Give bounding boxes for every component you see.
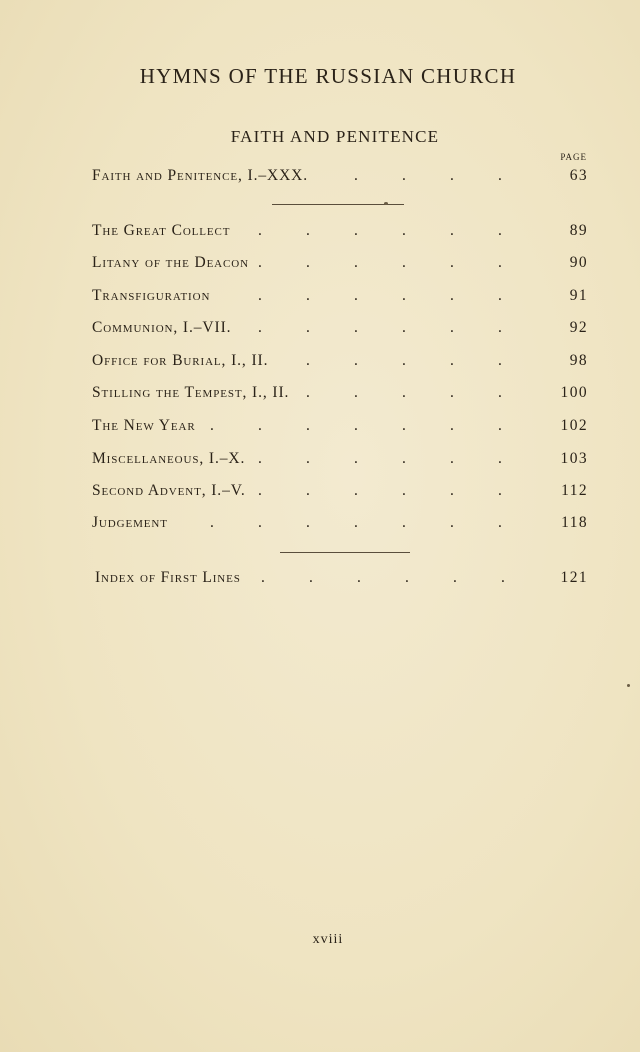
leader-dot: . [498, 222, 503, 239]
leader-dots [92, 167, 532, 189]
leader-dot: . [498, 482, 503, 499]
toc-entry [92, 417, 588, 439]
toc-entry-page: 92 [569, 319, 588, 336]
toc-entry-page: 90 [569, 254, 588, 271]
leader-dot: . [354, 167, 359, 184]
leader-dot: . [402, 222, 407, 239]
leader-dot: . [498, 167, 503, 184]
leader-dot: . [306, 482, 311, 499]
toc-entry [92, 254, 588, 276]
toc-entry-title: The Great Collect [92, 222, 231, 239]
toc-entry-title: Communion, I.–VII. [92, 319, 232, 336]
leader-dot: . [450, 482, 455, 499]
leader-dot: . [402, 319, 407, 336]
leader-dots [92, 514, 532, 536]
divider-rule [280, 552, 410, 553]
leader-dot: . [306, 287, 311, 304]
leader-dot: . [354, 352, 359, 369]
leader-dot: . [306, 222, 311, 239]
leader-dot: . [210, 514, 215, 531]
toc-entry-title: The New Year [92, 417, 196, 434]
leader-dot: . [306, 352, 311, 369]
toc-entry-page: 100 [560, 384, 588, 401]
leader-dot: . [450, 384, 455, 401]
leader-dot: . [450, 287, 455, 304]
paper-speck [384, 202, 388, 205]
toc-entry [95, 569, 588, 591]
toc-entry-page: 112 [561, 482, 588, 499]
toc-entry [92, 167, 588, 189]
leader-dot: . [261, 569, 266, 586]
leader-dots [92, 222, 532, 244]
paper-speck [627, 684, 630, 687]
toc-entry-title: Faith and Penitence, I.–XXX. [92, 167, 309, 184]
leader-dot: . [450, 167, 455, 184]
leader-dot: . [402, 167, 407, 184]
leader-dots [95, 569, 535, 591]
leader-dot: . [354, 254, 359, 271]
leader-dot: . [450, 514, 455, 531]
leader-dot: . [498, 287, 503, 304]
leader-dot: . [498, 384, 503, 401]
leader-dot: . [405, 569, 410, 586]
leader-dots [92, 287, 532, 309]
toc-entry [92, 514, 588, 536]
section-title: FAITH AND PENITENCE [230, 127, 440, 146]
leader-dot: . [306, 254, 311, 271]
leader-dot: . [498, 352, 503, 369]
toc-entry-page: 91 [569, 287, 588, 304]
leader-dot: . [402, 254, 407, 271]
leader-dot: . [258, 287, 263, 304]
leader-dot: . [498, 450, 503, 467]
leader-dots [92, 417, 532, 439]
toc-entry-title: Transfiguration [92, 287, 211, 304]
toc-entry-page: 89 [569, 222, 588, 239]
leader-dots [92, 384, 532, 406]
leader-dot: . [357, 569, 362, 586]
leader-dot: . [258, 319, 263, 336]
toc-entry-page: 102 [560, 417, 588, 434]
toc-entry-title: Office for Burial, I., II. [92, 352, 269, 369]
leader-dot: . [450, 254, 455, 271]
toc-entry [92, 482, 588, 504]
leader-dot: . [306, 514, 311, 531]
leader-dot: . [354, 514, 359, 531]
toc-entry-page: 98 [569, 352, 588, 369]
leader-dot: . [258, 450, 263, 467]
leader-dot: . [402, 514, 407, 531]
toc-entry-title: Judgement [92, 514, 168, 531]
leader-dot: . [258, 514, 263, 531]
toc-entry-title: Stilling the Tempest, I., II. [92, 384, 290, 401]
toc-entry-title: Second Advent, I.–V. [92, 482, 246, 499]
toc-entry-title: Litany of the Deacon [92, 254, 249, 271]
leader-dot: . [450, 450, 455, 467]
leader-dot: . [258, 417, 263, 434]
toc-entry [92, 287, 588, 309]
toc-entry-page: 118 [561, 514, 588, 531]
page-folio: xviii [312, 932, 344, 947]
leader-dot: . [501, 569, 506, 586]
leader-dots [92, 319, 532, 341]
leader-dot: . [258, 482, 263, 499]
leader-dot: . [354, 417, 359, 434]
leader-dot: . [402, 384, 407, 401]
leader-dot: . [354, 384, 359, 401]
leader-dot: . [498, 319, 503, 336]
leader-dot: . [306, 384, 311, 401]
toc-entry [92, 450, 588, 472]
running-head: HYMNS OF THE RUSSIAN CHURCH [139, 64, 517, 88]
toc-entry-title: Miscellaneous, I.–X. [92, 450, 246, 467]
leader-dots [92, 254, 532, 276]
leader-dot: . [450, 352, 455, 369]
leader-dot: . [306, 450, 311, 467]
leader-dots [92, 482, 532, 504]
leader-dot: . [450, 319, 455, 336]
leader-dot: . [402, 482, 407, 499]
leader-dot: . [354, 482, 359, 499]
toc-entry [92, 352, 588, 374]
leader-dot: . [309, 569, 314, 586]
leader-dot: . [498, 254, 503, 271]
toc-entry [92, 222, 588, 244]
leader-dot: . [354, 287, 359, 304]
toc-entry [92, 384, 588, 406]
toc-entry-title: Index of First Lines [95, 569, 241, 586]
leader-dot: . [402, 352, 407, 369]
leader-dot: . [402, 417, 407, 434]
toc-entry-page: 121 [560, 569, 588, 586]
leader-dot: . [453, 569, 458, 586]
toc-entry [92, 319, 588, 341]
leader-dot: . [450, 417, 455, 434]
toc-entry-page: 103 [560, 450, 588, 467]
leader-dot: . [498, 417, 503, 434]
leader-dot: . [306, 319, 311, 336]
leader-dot: . [450, 222, 455, 239]
leader-dot: . [498, 514, 503, 531]
leader-dots [92, 450, 532, 472]
leader-dot: . [354, 222, 359, 239]
leader-dot: . [258, 222, 263, 239]
leader-dot: . [402, 287, 407, 304]
leader-dot: . [354, 319, 359, 336]
page-column-label: PAGE [560, 152, 587, 162]
leader-dot: . [402, 450, 407, 467]
toc-entry-page: 63 [569, 167, 588, 184]
leader-dots [92, 352, 532, 374]
leader-dot: . [210, 417, 215, 434]
leader-dot: . [258, 254, 263, 271]
leader-dot: . [354, 450, 359, 467]
leader-dot: . [306, 417, 311, 434]
